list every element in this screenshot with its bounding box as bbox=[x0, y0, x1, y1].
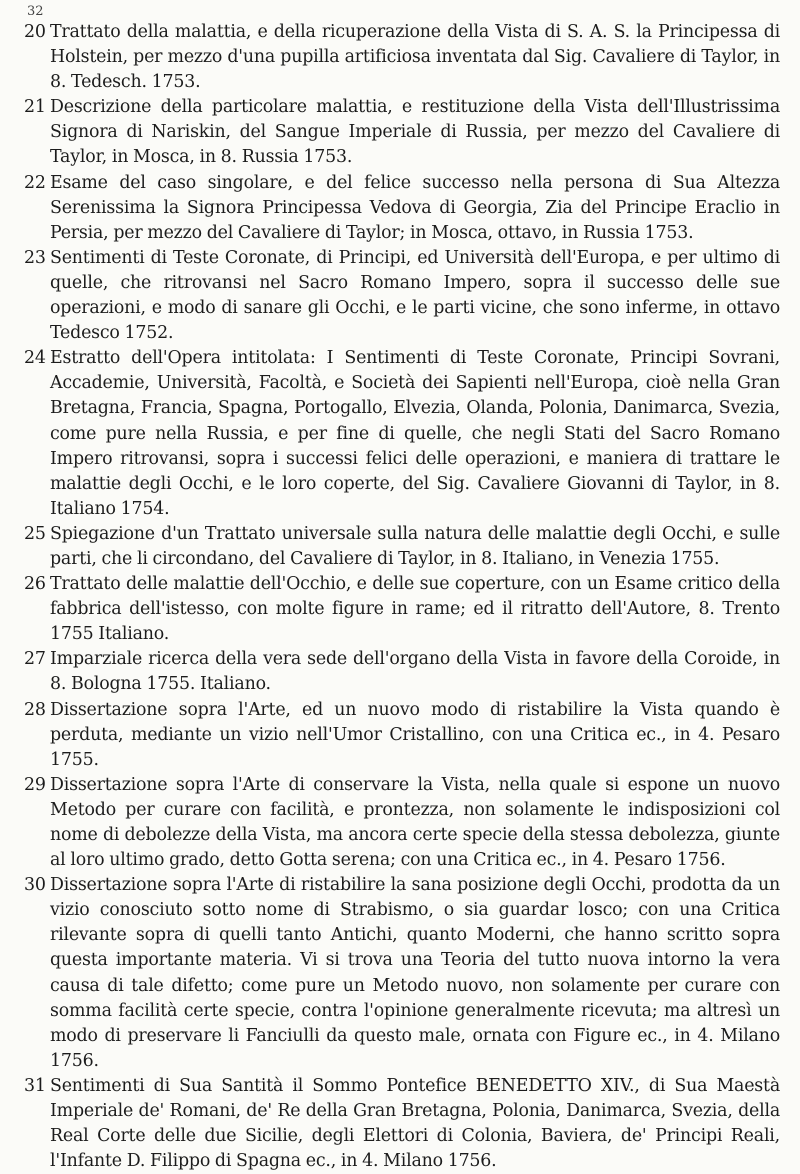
entry-text: Esame del caso singolare, e del felice successo nella persona di Sua Altezza Serenissima la Signora Principessa Vedova di Georgia, Zia del Principe Eraclio in Persia, per mezzo del Cavaliere di Taylor; in Mosca, ottavo, in Russia 1753. bbox=[50, 172, 780, 243]
entry-text: Imparziale ricerca della vera sede dell'organo della Vista in favore della Coroide, in 8. Bologna 1755. Italiano. bbox=[50, 649, 780, 695]
bibliography-entry bbox=[24, 246, 780, 346]
bibliography-list bbox=[24, 20, 780, 1174]
entry-number: 27 bbox=[24, 649, 46, 670]
entry-text: Spiegazione d'un Trattato universale sulla natura delle malattie degli Occhi, e sulle parti, che li circondano, del Cavaliere di Taylor, in 8. Italiano, in Venezia 1755. bbox=[50, 523, 780, 569]
entry-number: 24 bbox=[24, 348, 46, 369]
entry-number: 28 bbox=[24, 699, 46, 720]
bibliography-entry bbox=[24, 647, 780, 697]
bibliography-entry bbox=[24, 698, 780, 773]
entry-text: Trattato della malattia, e della ricuperazione della Vista di S. A. S. la Principessa di Holstein, per mezzo d'una pupilla artificiosa inventata dal Sig. Cavaliere di Taylor, in 8. Tedesch. 1753. bbox=[50, 22, 780, 93]
bibliography-entry bbox=[24, 20, 780, 95]
entry-number: 21 bbox=[24, 97, 46, 118]
bibliography-entry bbox=[24, 171, 780, 246]
entry-number: 25 bbox=[24, 523, 46, 544]
bibliography-entry bbox=[24, 873, 780, 1074]
entry-text: Dissertazione sopra l'Arte di ristabilire la sana posizione degli Occhi, prodotta da un vizio conosciuto sotto nome di Strabismo, o sia guardar losco; con una Critica rilevante sopra di quelli tanto Antichi, quanto Moderni, che hanno scritto sopra questa importante materia. Vi si trova una Teoria del tutto nuova intorno la vera causa di tale difetto; come pure un Metodo nuovo, non solamente per curare con somma facilità certe specie, contra l'opinione generalmente ricevuta; ma altresì un modo di preservare li Fanciulli da questo male, ornata con Figure ec., in 4. Milano 1756. bbox=[50, 875, 780, 1071]
page-number: 32 bbox=[27, 4, 44, 19]
entry-text: Sentimenti di Sua Santità il Sommo Pontefice BENEDETTO XIV., di Sua Maestà Imperiale de' Romani, de' Re della Gran Bretagna, Polonia, Danimarca, Svezia, della Real Corte delle due Sicilie, degli Elettori di Colonia, Baviera, de' Principi Reali, l'Infante D. Filippo di Spagna ec., in 4. Milano 1756. bbox=[50, 1075, 780, 1172]
entry-number: 22 bbox=[24, 172, 46, 193]
entry-text: Descrizione della particolare malattia, e restituzione della Vista dell'Illustrissima Signora di Nariskin, del Sangue Imperiale di Russia, per mezzo del Cavaliere di Taylor, in Mosca, in 8. Russia 1753. bbox=[50, 97, 780, 168]
bibliography-entry bbox=[24, 1074, 780, 1174]
bibliography-entry bbox=[24, 522, 780, 572]
entry-number: 29 bbox=[24, 774, 46, 795]
bibliography-entry bbox=[24, 773, 780, 873]
entry-number: 30 bbox=[24, 875, 46, 896]
entry-number: 23 bbox=[24, 247, 46, 268]
entry-number: 20 bbox=[24, 22, 46, 42]
bibliography-entry bbox=[24, 346, 780, 522]
entry-text: Sentimenti di Teste Coronate, di Principi, ed Università dell'Europa, e per ultimo di quelle, che ritrovansi nel Sacro Romano Impero, sopra il successo delle sue operazioni, e modo di sanare gli Occhi, e le parti vicine, che sono inferme, in ottavo Tedesco 1752. bbox=[50, 247, 780, 344]
entry-number: 31 bbox=[24, 1075, 46, 1096]
bibliography-entry bbox=[24, 572, 780, 647]
bibliography-entry bbox=[24, 95, 780, 170]
entry-text: Dissertazione sopra l'Arte di conservare la Vista, nella quale si espone un nuovo Metodo per curare con facilità, e prontezza, non solamente le indisposizioni col nome di debolezze della Vista, ma ancora certe specie della stessa debolezza, giunte al loro ultimo grado, detto Gotta serena; con una Critica ec., in 4. Pesaro 1756. bbox=[50, 774, 780, 871]
entry-text: Estratto dell'Opera intitolata: I Sentimenti di Teste Coronate, Principi Sovrani, Accademie, Università, Facoltà, e Società dei Sapienti nell'Europa, cioè nella Gran Bretagna, Francia, Spagna, Portogallo, Elvezia, Olanda, Polonia, Danimarca, Svezia, come pure nella Russia, e per fine di quelle, che negli Stati del Sacro Romano Impero ritrovansi, sopra i successi felici delle operazioni, e maniera di trattare le malattie degli Occhi, e le loro coperte, del Sig. Cavaliere Giovanni di Taylor, in 8. Italiano 1754. bbox=[50, 348, 780, 519]
entry-number: 26 bbox=[24, 574, 46, 595]
entry-text: Trattato delle malattie dell'Occhio, e delle sue coperture, con un Esame critico della fabbrica dell'istesso, con molte figure in rame; ed il ritratto dell'Autore, 8. Trento 1755 Italiano. bbox=[50, 574, 780, 645]
entry-text: Dissertazione sopra l'Arte, ed un nuovo modo di ristabilire la Vista quando è perduta, mediante un vizio nell'Umor Cristallino, con una Critica ec., in 4. Pesaro 1755. bbox=[50, 699, 780, 770]
